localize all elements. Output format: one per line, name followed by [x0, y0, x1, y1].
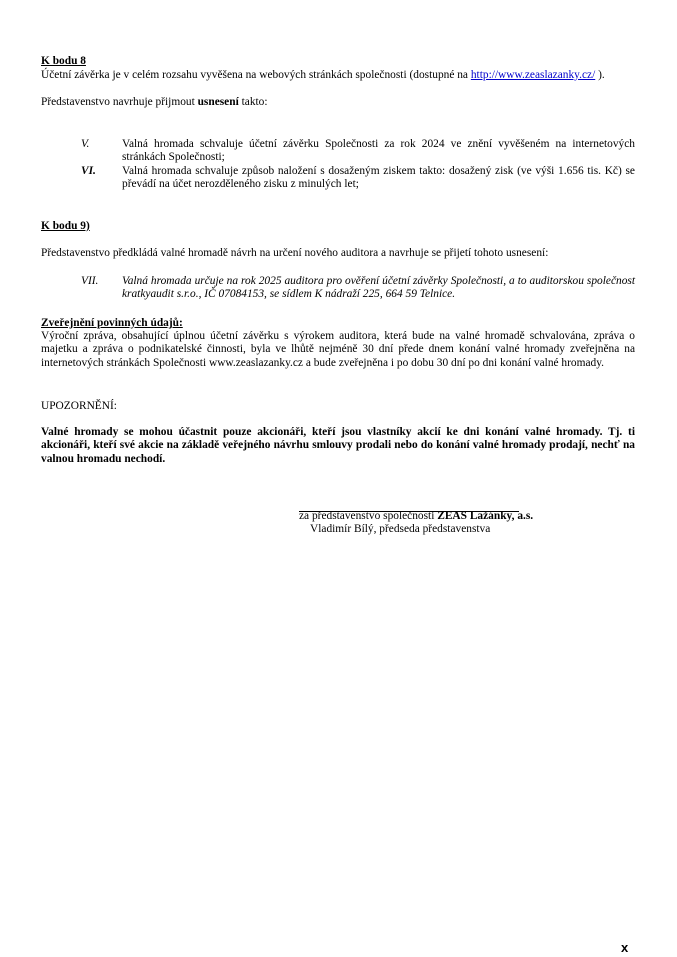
signature-company: ZEAS Lažánky, a.s.	[437, 510, 534, 522]
notice-text: Valné hromady se mohou účastnit pouze akcionáři, kteří jsou vlastníky akcií ke dni konání valné hromady. Tj. ti akcionáři, kteří své akcie na základě veřejného návrhu smlouvy prodali nebo do konání valné hromady prodají, nechť na valnou hromadu nechodí.	[41, 426, 635, 465]
item8-proposal	[41, 96, 635, 109]
proposal-before: Představenstvo navrhuje přijmout	[41, 96, 198, 108]
item8-text-after: ).	[595, 69, 605, 81]
resolution-text: Valná hromada schvaluje účetní závěrku Společnosti za rok 2024 ve znění vyvěšeném na internetových stránkách Společnosti;	[122, 138, 635, 164]
disclosure-text: Výroční zpráva, obsahující úplnou účetní závěrku s výrokem auditora, která bude na valné hromadě schvalována, zpráva o majetku a zpráva o podnikatelské činnosti, byla ve lhůtě nejméně 30 dní přede dnem konání valné hromady zveřejněna na internetových stránkách Společnosti www.zeaslazanky.cz a bude zveřejněna i po dobu 30 dní po dni konání valné hromady.	[41, 330, 635, 369]
signature-line2: Vladimír Bílý, předseda představenstva	[310, 523, 491, 535]
website-link[interactable]: http://www.zeaslazanky.cz/	[470, 69, 596, 81]
item8-text-before: Účetní závěrka je v celém rozsahu vyvěšena na webových stránkách společnosti (dostupné na	[41, 69, 471, 81]
item9-heading: K bodu 9)	[41, 220, 90, 232]
footer-mark: x	[621, 940, 629, 955]
resolution-text: Valná hromada určuje na rok 2025 auditora pro ověření účetní závěrky Společnosti, a to auditorskou společnost kratkyaudit s.r.o., IČ 07084153, se sídlem K nádraží 225, 664 59 Telnice.	[122, 275, 635, 301]
disclosure-heading: Zveřejnění povinných údajů:	[41, 317, 183, 329]
resolution-text: Valná hromada schvaluje způsob naložení s dosaženým ziskem takto: dosažený zisk (ve výši 1.656 tis. Kč) se převádí na účet nerozděleného zisku z minulých let;	[122, 165, 635, 191]
resolution-number: VII.	[81, 275, 99, 287]
resolution-number: VI.	[81, 165, 96, 177]
item8-text	[41, 69, 635, 82]
signature-prefix: za představenstvo společnosti	[299, 510, 438, 522]
item8-heading: K bodu 8	[41, 55, 86, 67]
item9-text: Představenstvo předkládá valné hromadě návrh na určení nového auditora a navrhuje se přijetí tohoto usnesení:	[41, 247, 549, 259]
notice-label: UPOZORNĚNÍ:	[41, 400, 117, 412]
signature-line1	[299, 510, 533, 523]
proposal-bold: usnesení	[197, 96, 239, 108]
resolution-number: V.	[81, 138, 90, 150]
proposal-after: takto:	[238, 96, 268, 108]
